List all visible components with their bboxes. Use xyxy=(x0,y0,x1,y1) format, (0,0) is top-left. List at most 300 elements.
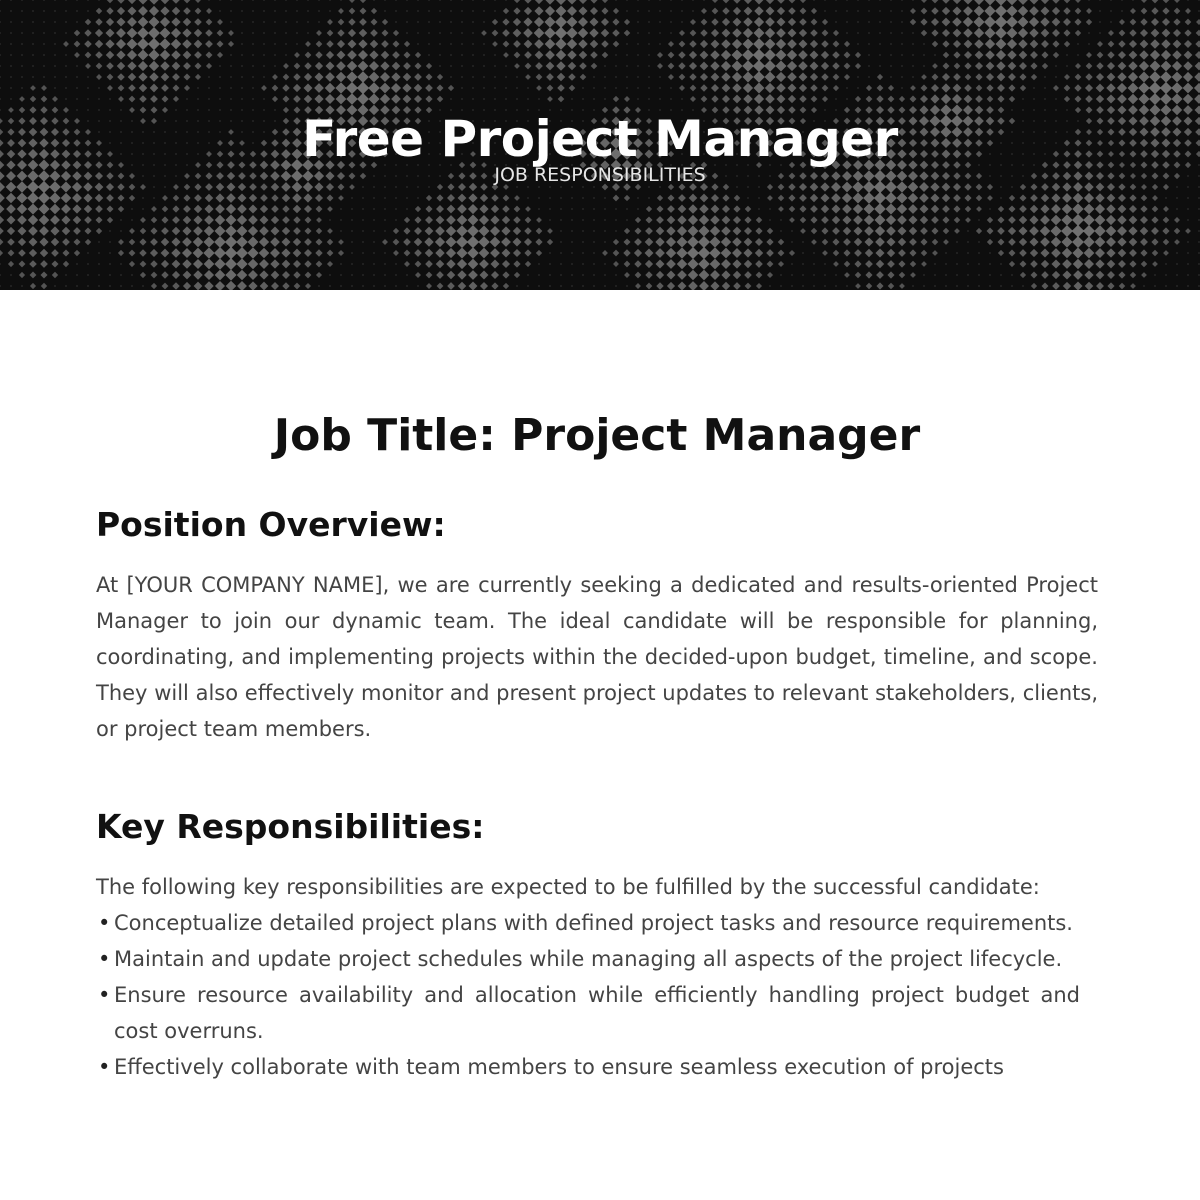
pattern-square xyxy=(171,39,181,49)
pattern-square xyxy=(439,43,441,45)
pattern-square xyxy=(810,62,819,71)
pattern-square xyxy=(109,252,111,254)
pattern-square xyxy=(1141,8,1148,15)
pattern-square xyxy=(601,18,609,26)
pattern-square xyxy=(74,30,81,37)
pattern-square xyxy=(843,227,851,235)
pattern-square xyxy=(327,228,333,234)
pattern-square xyxy=(536,74,543,81)
pattern-square xyxy=(656,282,663,289)
pattern-square xyxy=(203,247,214,258)
pattern-square xyxy=(612,18,619,25)
pattern-square xyxy=(106,51,114,59)
pattern-square xyxy=(1095,237,1106,248)
pattern-square xyxy=(723,0,730,3)
pattern-square xyxy=(1196,30,1200,37)
pattern-square xyxy=(10,87,12,89)
pattern-square xyxy=(10,0,12,1)
pattern-square xyxy=(589,17,598,26)
pattern-square xyxy=(853,215,863,225)
pattern-square xyxy=(1083,214,1095,226)
pattern-square xyxy=(272,96,278,102)
pattern-square xyxy=(172,62,181,71)
pattern-square xyxy=(692,10,694,12)
pattern-square xyxy=(721,248,732,259)
pattern-square xyxy=(362,208,364,210)
pattern-square xyxy=(635,217,641,223)
pattern-square xyxy=(21,65,23,67)
pattern-square xyxy=(560,252,562,254)
pattern-square xyxy=(415,52,421,58)
pattern-square xyxy=(754,6,764,16)
pattern-square xyxy=(1154,274,1156,276)
pattern-square xyxy=(1097,52,1104,59)
pattern-square xyxy=(864,237,873,246)
pattern-square xyxy=(868,0,870,1)
pattern-square xyxy=(623,249,630,256)
pattern-square xyxy=(54,43,56,45)
pattern-square xyxy=(98,87,100,89)
pattern-square xyxy=(436,271,444,279)
pattern-square xyxy=(885,203,896,214)
pattern-square xyxy=(83,193,92,202)
pattern-square xyxy=(901,87,903,89)
pattern-square xyxy=(480,271,489,280)
pattern-square xyxy=(742,60,754,72)
pattern-square xyxy=(194,194,202,202)
pattern-square xyxy=(590,0,597,4)
pattern-square xyxy=(689,194,698,203)
pattern-square xyxy=(952,94,962,104)
pattern-square xyxy=(810,73,818,81)
pattern-square xyxy=(263,32,265,34)
pattern-square xyxy=(666,248,677,259)
pattern-square xyxy=(159,27,170,38)
pattern-square xyxy=(120,219,122,221)
pattern-square xyxy=(857,76,859,78)
pattern-square xyxy=(230,76,232,78)
pattern-square xyxy=(984,16,996,28)
pattern-square xyxy=(810,29,818,37)
pattern-square xyxy=(560,197,562,199)
pattern-square xyxy=(1140,40,1149,49)
pattern-square xyxy=(1165,285,1167,287)
pattern-square xyxy=(764,38,775,49)
pattern-square xyxy=(777,7,785,15)
pattern-square xyxy=(0,239,3,246)
pattern-square xyxy=(571,208,573,210)
pattern-square xyxy=(120,263,122,265)
pattern-square xyxy=(505,65,507,67)
pattern-square xyxy=(340,0,342,1)
pattern-square xyxy=(304,238,312,246)
pattern-square xyxy=(964,62,971,69)
pattern-square xyxy=(384,186,386,188)
pattern-square xyxy=(765,28,775,38)
pattern-square xyxy=(1066,65,1068,67)
pattern-square xyxy=(656,260,665,269)
pattern-square xyxy=(404,217,410,223)
pattern-square xyxy=(865,260,873,268)
pattern-square xyxy=(72,204,81,213)
pattern-square xyxy=(780,230,782,232)
pattern-square xyxy=(0,54,1,56)
pattern-square xyxy=(206,63,212,69)
pattern-square xyxy=(513,260,520,267)
pattern-square xyxy=(259,248,270,259)
pattern-square xyxy=(945,252,947,254)
pattern-square xyxy=(241,54,243,56)
pattern-square xyxy=(1041,40,1049,48)
pattern-square xyxy=(932,74,939,81)
pattern-square xyxy=(879,43,881,45)
pattern-square xyxy=(117,62,125,70)
pattern-square xyxy=(1152,206,1159,213)
pattern-square xyxy=(593,76,595,78)
pattern-square xyxy=(604,197,606,199)
pattern-square xyxy=(1163,250,1169,256)
key-responsibilities-heading: Key Responsibilities: xyxy=(96,807,485,846)
pattern-square xyxy=(395,219,397,221)
pattern-square xyxy=(842,204,852,214)
pattern-square xyxy=(1106,215,1116,225)
pattern-square xyxy=(700,84,707,91)
pattern-square xyxy=(854,238,862,246)
pattern-square xyxy=(17,204,27,214)
pattern-square xyxy=(615,76,617,78)
pattern-square xyxy=(150,249,158,257)
pattern-square xyxy=(710,61,720,71)
pattern-square xyxy=(406,274,408,276)
pattern-square xyxy=(560,186,562,188)
pattern-square xyxy=(52,272,58,278)
pattern-square xyxy=(219,98,221,100)
pattern-square xyxy=(456,247,467,258)
pattern-square xyxy=(758,186,760,188)
pattern-square xyxy=(513,7,520,14)
pattern-square xyxy=(822,85,829,92)
pattern-square xyxy=(1118,260,1126,268)
pattern-square xyxy=(1040,17,1049,26)
pattern-square xyxy=(1088,32,1090,34)
pattern-square xyxy=(10,76,12,78)
pattern-square xyxy=(1129,216,1138,225)
pattern-square xyxy=(835,285,837,287)
pattern-square xyxy=(274,21,276,23)
pattern-square xyxy=(743,17,753,27)
pattern-square xyxy=(896,192,907,203)
pattern-square xyxy=(373,197,375,199)
pattern-square xyxy=(109,263,111,265)
pattern-square xyxy=(318,21,320,23)
pattern-square xyxy=(318,285,320,287)
pattern-square xyxy=(954,228,960,234)
pattern-square xyxy=(998,250,1004,256)
pattern-square xyxy=(54,285,56,287)
pattern-square xyxy=(1106,226,1117,237)
pattern-square xyxy=(769,219,771,221)
pattern-square xyxy=(19,272,25,278)
pattern-square xyxy=(668,74,674,80)
pattern-square xyxy=(908,193,918,203)
pattern-square xyxy=(359,7,366,14)
pattern-square xyxy=(919,204,928,213)
pattern-square xyxy=(131,208,133,210)
pattern-square xyxy=(230,0,232,1)
pattern-square xyxy=(813,285,815,287)
pattern-square xyxy=(1140,205,1147,212)
pattern-square xyxy=(791,241,793,243)
pattern-square xyxy=(1055,98,1057,100)
pattern-square xyxy=(171,17,180,26)
pattern-square xyxy=(711,95,718,102)
pattern-square xyxy=(568,62,577,71)
pattern-square xyxy=(1000,186,1002,188)
pattern-square xyxy=(943,52,950,59)
pattern-square xyxy=(87,0,89,1)
pattern-square xyxy=(450,98,452,100)
pattern-square xyxy=(285,54,287,56)
pattern-square xyxy=(208,87,210,89)
pattern-square xyxy=(615,219,617,221)
pattern-square xyxy=(204,215,214,225)
pattern-square xyxy=(138,72,147,81)
pattern-square xyxy=(997,227,1005,235)
pattern-square xyxy=(85,52,92,59)
pattern-square xyxy=(942,40,949,47)
pattern-square xyxy=(978,263,980,265)
pattern-square xyxy=(1041,271,1049,279)
pattern-square xyxy=(615,285,617,287)
pattern-square xyxy=(677,270,687,280)
pattern-square xyxy=(711,73,720,82)
pattern-square xyxy=(362,230,364,232)
pattern-square xyxy=(659,98,661,100)
pattern-square xyxy=(384,252,386,254)
pattern-square xyxy=(930,193,939,202)
pattern-square xyxy=(252,32,254,34)
pattern-square xyxy=(967,252,969,254)
pattern-square xyxy=(887,249,895,257)
pattern-square xyxy=(236,258,247,269)
pattern-square xyxy=(560,208,562,210)
pattern-square xyxy=(362,241,364,243)
pattern-square xyxy=(885,192,897,204)
pattern-square xyxy=(490,226,500,236)
pattern-square xyxy=(215,204,225,214)
pattern-square xyxy=(0,87,1,89)
pattern-square xyxy=(1030,249,1038,257)
pattern-square xyxy=(742,49,754,61)
pattern-square xyxy=(1150,50,1160,60)
pattern-square xyxy=(1086,19,1092,25)
pattern-square xyxy=(634,249,642,257)
pattern-square xyxy=(480,194,488,202)
pattern-square xyxy=(555,5,566,16)
pattern-square xyxy=(129,261,135,267)
pattern-square xyxy=(494,0,496,1)
pattern-square xyxy=(285,32,287,34)
pattern-square xyxy=(32,43,34,45)
pattern-square xyxy=(722,95,730,103)
pattern-square xyxy=(351,285,353,287)
pattern-square xyxy=(868,32,870,34)
pattern-square xyxy=(6,204,16,214)
pattern-square xyxy=(910,272,916,278)
pattern-square xyxy=(855,272,862,279)
pattern-square xyxy=(855,52,861,58)
pattern-square xyxy=(787,39,797,49)
pattern-square xyxy=(149,61,159,71)
pattern-square xyxy=(942,194,950,202)
pattern-square xyxy=(571,274,573,276)
pattern-square xyxy=(193,226,203,236)
pattern-square xyxy=(1176,274,1178,276)
pattern-square xyxy=(637,43,639,45)
pattern-square xyxy=(194,205,202,213)
pattern-square xyxy=(461,65,463,67)
pattern-square xyxy=(1029,237,1038,246)
pattern-square xyxy=(403,238,411,246)
pattern-square xyxy=(76,285,78,287)
pattern-square xyxy=(252,0,254,1)
pattern-square xyxy=(813,274,815,276)
pattern-square xyxy=(863,203,874,214)
pattern-square xyxy=(943,228,950,235)
pattern-square xyxy=(161,216,168,223)
pattern-square xyxy=(678,51,685,58)
pattern-square xyxy=(403,227,410,234)
pattern-square xyxy=(117,0,124,4)
pattern-square xyxy=(690,96,696,102)
pattern-square xyxy=(107,85,113,91)
pattern-square xyxy=(967,230,969,232)
pattern-square xyxy=(491,271,499,279)
pattern-square xyxy=(127,17,137,27)
pattern-square xyxy=(578,6,587,15)
pattern-square xyxy=(1055,76,1057,78)
pattern-square xyxy=(821,205,829,213)
pattern-square xyxy=(414,216,421,223)
pattern-square xyxy=(417,10,419,12)
pattern-square xyxy=(326,40,333,47)
pattern-square xyxy=(1075,63,1081,69)
pattern-square xyxy=(51,249,59,257)
pattern-square xyxy=(230,98,232,100)
pattern-square xyxy=(975,62,983,70)
pattern-square xyxy=(753,60,765,72)
pattern-square xyxy=(1140,18,1147,25)
pattern-square xyxy=(648,87,650,89)
pattern-square xyxy=(866,283,873,290)
pattern-square xyxy=(527,285,529,287)
pattern-square xyxy=(1095,259,1104,268)
pattern-square xyxy=(1097,41,1103,47)
pattern-square xyxy=(711,18,718,25)
pattern-square xyxy=(544,16,555,27)
pattern-square xyxy=(942,18,951,27)
pattern-square xyxy=(648,32,650,34)
pattern-square xyxy=(362,252,364,254)
pattern-square xyxy=(613,96,619,102)
pattern-square xyxy=(1019,51,1028,60)
pattern-square xyxy=(87,10,89,12)
pattern-square xyxy=(467,236,479,248)
pattern-square xyxy=(780,285,782,287)
pattern-square xyxy=(98,285,100,287)
pattern-square xyxy=(109,274,111,276)
pattern-square xyxy=(137,27,149,39)
pattern-square xyxy=(340,219,342,221)
pattern-square xyxy=(131,219,133,221)
pattern-square xyxy=(765,94,775,104)
pattern-square xyxy=(151,206,157,212)
pattern-square xyxy=(754,17,764,27)
pattern-square xyxy=(943,63,950,70)
pattern-square xyxy=(700,51,709,60)
pattern-square xyxy=(626,219,628,221)
pattern-square xyxy=(976,228,982,234)
pattern-square xyxy=(613,261,619,267)
pattern-square xyxy=(417,32,419,34)
pattern-square xyxy=(744,238,753,247)
pattern-square xyxy=(51,260,58,267)
pattern-square xyxy=(458,194,467,203)
pattern-square xyxy=(28,226,38,236)
pattern-square xyxy=(755,260,763,268)
pattern-square xyxy=(601,29,610,38)
pattern-square xyxy=(890,76,892,78)
pattern-square xyxy=(457,259,467,269)
pattern-square xyxy=(107,0,114,3)
pattern-square xyxy=(864,226,874,236)
pattern-square xyxy=(1163,217,1170,224)
pattern-square xyxy=(764,71,775,82)
pattern-square xyxy=(263,98,265,100)
pattern-square xyxy=(964,95,973,104)
pattern-square xyxy=(667,271,676,280)
pattern-square xyxy=(437,283,444,290)
pattern-square xyxy=(546,73,554,81)
pattern-square xyxy=(613,195,620,202)
pattern-square xyxy=(1129,194,1136,201)
pattern-square xyxy=(1195,40,1200,47)
pattern-square xyxy=(1165,263,1167,265)
pattern-square xyxy=(215,193,224,202)
pattern-square xyxy=(579,0,587,4)
pattern-square xyxy=(571,263,573,265)
pattern-square xyxy=(1040,248,1049,257)
pattern-square xyxy=(502,29,510,37)
pattern-square xyxy=(1018,39,1027,48)
pattern-square xyxy=(736,186,738,188)
pattern-square xyxy=(1052,7,1060,15)
pattern-square xyxy=(1061,236,1072,247)
pattern-square xyxy=(975,51,984,60)
pattern-square xyxy=(835,274,837,276)
pattern-square xyxy=(315,73,324,82)
list-item xyxy=(96,1049,1080,1085)
pattern-square xyxy=(197,87,199,89)
pattern-square xyxy=(569,85,576,92)
pattern-square xyxy=(810,216,817,223)
pattern-square xyxy=(514,272,520,278)
pattern-square xyxy=(645,271,652,278)
pattern-square xyxy=(963,6,973,16)
pattern-square xyxy=(844,63,851,70)
pattern-square xyxy=(450,54,452,56)
pattern-square xyxy=(346,71,357,82)
